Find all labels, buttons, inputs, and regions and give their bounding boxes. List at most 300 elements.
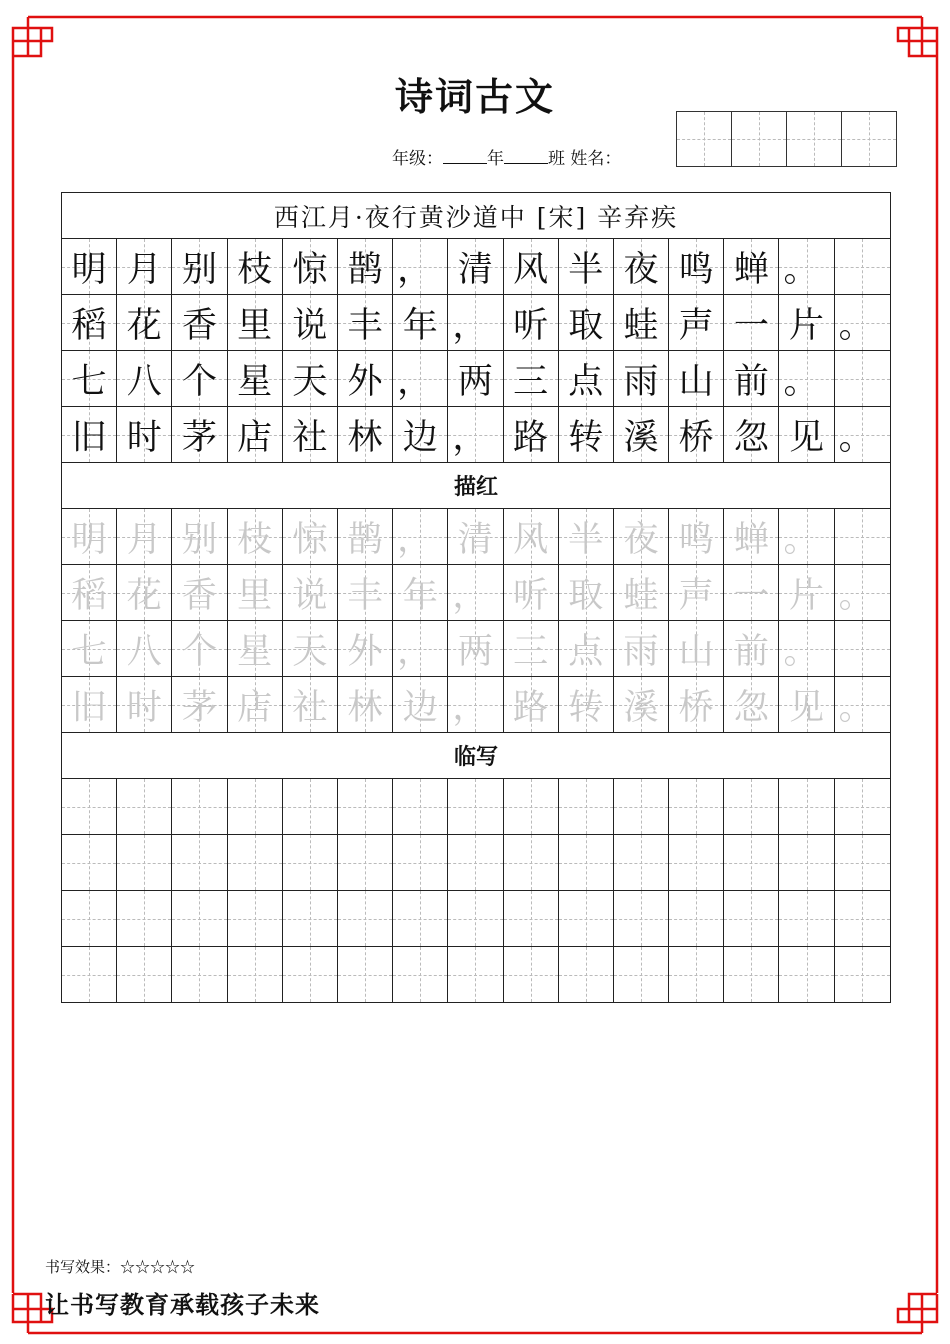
poem-cell [779, 295, 834, 350]
copy-cell[interactable] [283, 947, 338, 1002]
copy-cell[interactable] [614, 947, 669, 1002]
copy-cell[interactable] [779, 947, 834, 1002]
character: 时 [126, 687, 162, 728]
character: 枝 [237, 249, 273, 290]
copy-cell[interactable] [62, 835, 117, 890]
name-cell[interactable] [732, 112, 787, 166]
copy-cell[interactable] [338, 891, 393, 946]
trace-cell[interactable] [117, 509, 172, 564]
copy-cell[interactable] [228, 891, 283, 946]
character: 蝉 [733, 249, 769, 290]
trace-cell[interactable] [779, 565, 834, 620]
poem-cell [338, 407, 393, 462]
character: 丰 [347, 305, 383, 346]
poem-cell [393, 407, 448, 462]
trace-header: 描红 [62, 463, 890, 509]
poem-cell [504, 351, 559, 406]
poem-cell [283, 295, 338, 350]
character: 八 [126, 631, 162, 672]
character: 风 [513, 249, 549, 290]
character: 茅 [181, 417, 217, 458]
trace-cell[interactable] [614, 621, 669, 676]
character: 花 [126, 575, 162, 616]
trace-cell[interactable] [117, 565, 172, 620]
copy-cell[interactable] [835, 779, 890, 834]
trace-cell[interactable] [228, 509, 283, 564]
character: 蛙 [623, 575, 659, 616]
trace-cell[interactable] [724, 565, 779, 620]
copy-cell[interactable] [172, 891, 227, 946]
trace-cell[interactable] [228, 677, 283, 732]
copy-row [62, 891, 890, 947]
character: 天 [292, 631, 328, 672]
copy-cell[interactable] [835, 947, 890, 1002]
poem-cell [393, 295, 448, 350]
poem-cell [338, 239, 393, 294]
grade-blank[interactable] [443, 149, 487, 164]
copy-cell[interactable] [117, 947, 172, 1002]
trace-cell[interactable] [283, 621, 338, 676]
character: 。 [838, 688, 874, 728]
copy-cell[interactable] [835, 835, 890, 890]
trace-cell[interactable] [614, 565, 669, 620]
character: 店 [237, 417, 273, 458]
character: 清 [457, 249, 493, 290]
copy-cell[interactable] [62, 779, 117, 834]
trace-cell[interactable] [393, 565, 448, 620]
character: 忽 [733, 687, 769, 728]
character: 见 [789, 687, 825, 728]
name-cell[interactable] [677, 112, 732, 166]
copy-cell[interactable] [338, 947, 393, 1002]
trace-cell[interactable] [504, 565, 559, 620]
trace-cell[interactable] [835, 509, 890, 564]
character: 三 [513, 631, 549, 672]
character: 前 [733, 361, 769, 402]
trace-cell[interactable] [393, 509, 448, 564]
character: 鸣 [678, 519, 714, 560]
character: 蝉 [733, 519, 769, 560]
trace-cell[interactable] [559, 621, 614, 676]
trace-cell[interactable] [283, 509, 338, 564]
poem-cell [117, 295, 172, 350]
character: 林 [347, 417, 383, 458]
year-label: 年 [487, 149, 504, 169]
character: ， [452, 576, 488, 616]
trace-cell[interactable] [669, 565, 724, 620]
character: 半 [568, 249, 604, 290]
character: 雨 [623, 631, 659, 672]
trace-cell[interactable] [504, 677, 559, 732]
poem-cell [62, 239, 117, 294]
character: 取 [568, 575, 604, 616]
trace-cell[interactable] [724, 509, 779, 564]
trace-cell[interactable] [448, 509, 503, 564]
character: 听 [513, 575, 549, 616]
character: 。 [783, 520, 819, 560]
poem-row [62, 239, 890, 295]
character: 店 [237, 687, 273, 728]
poem-cell [669, 295, 724, 350]
copy-cell[interactable] [559, 835, 614, 890]
character: 香 [181, 575, 217, 616]
copy-cell[interactable] [62, 947, 117, 1002]
poem-cell [228, 351, 283, 406]
character: 丰 [347, 575, 383, 616]
poem-cell [448, 295, 503, 350]
poem-cell [283, 351, 338, 406]
character: ， [397, 520, 433, 560]
poem-row [62, 407, 890, 463]
trace-cell[interactable] [228, 621, 283, 676]
character: 里 [237, 305, 273, 346]
character: 惊 [292, 519, 328, 560]
poem-header: 西江月·夜行黄沙道中 [宋] 辛弃疾 [62, 193, 890, 239]
copy-cell[interactable] [504, 835, 559, 890]
copy-cell[interactable] [283, 891, 338, 946]
copy-cell[interactable] [724, 835, 779, 890]
copy-cell[interactable] [504, 947, 559, 1002]
copy-row [62, 835, 890, 891]
trace-cell[interactable] [779, 509, 834, 564]
poem-cell [669, 351, 724, 406]
character: 半 [568, 519, 604, 560]
copy-cell[interactable] [393, 891, 448, 946]
poem-cell [228, 407, 283, 462]
character: 明 [71, 249, 107, 290]
trace-cell[interactable] [559, 509, 614, 564]
trace-cell[interactable] [393, 677, 448, 732]
trace-cell[interactable] [669, 621, 724, 676]
character: 夜 [623, 519, 659, 560]
copy-row [62, 779, 890, 835]
character: 三 [513, 361, 549, 402]
copy-cell[interactable] [393, 779, 448, 834]
character: ， [397, 250, 433, 290]
poem-cell [614, 351, 669, 406]
copy-cell[interactable] [283, 779, 338, 834]
copy-cell[interactable] [779, 891, 834, 946]
poem-cell [448, 239, 503, 294]
trace-cell[interactable] [835, 677, 890, 732]
copy-cell[interactable] [338, 779, 393, 834]
character: 年 [402, 305, 438, 346]
trace-cell[interactable] [338, 509, 393, 564]
character: 山 [678, 361, 714, 402]
character: 片 [789, 305, 825, 346]
copy-cell[interactable] [669, 947, 724, 1002]
character: 听 [513, 305, 549, 346]
poem-cell [559, 407, 614, 462]
poem-cell [172, 239, 227, 294]
trace-cell[interactable] [62, 677, 117, 732]
copy-cell[interactable] [614, 779, 669, 834]
poem-cell [172, 295, 227, 350]
character: 。 [838, 306, 874, 346]
poem-cell [338, 351, 393, 406]
page-title: 诗词古文 [394, 74, 555, 119]
copy-header: 临写 [62, 733, 890, 779]
copy-cell[interactable] [117, 835, 172, 890]
copy-cell[interactable] [559, 891, 614, 946]
copy-cell[interactable] [448, 779, 503, 834]
name-cell[interactable] [842, 112, 896, 166]
name-box[interactable] [676, 111, 897, 167]
character: 桥 [678, 687, 714, 728]
trace-cell[interactable] [448, 677, 503, 732]
copy-cell[interactable] [228, 779, 283, 834]
character: 鹊 [347, 519, 383, 560]
character: 社 [292, 687, 328, 728]
copy-cell[interactable] [228, 947, 283, 1002]
poem-cell [393, 351, 448, 406]
character: 外 [347, 361, 383, 402]
poem-cell [172, 351, 227, 406]
character: 一 [733, 305, 769, 346]
trace-cell[interactable] [779, 621, 834, 676]
character: 旧 [71, 417, 107, 458]
character: 说 [292, 575, 328, 616]
copy-cell[interactable] [614, 835, 669, 890]
character: ， [452, 306, 488, 346]
trace-cell[interactable] [338, 621, 393, 676]
character: 两 [457, 631, 493, 672]
trace-cell[interactable] [724, 621, 779, 676]
character: 溪 [623, 417, 659, 458]
trace-cell[interactable] [62, 509, 117, 564]
character: 边 [402, 687, 438, 728]
poem-cell [504, 295, 559, 350]
character: 路 [513, 417, 549, 458]
poem-cell [283, 407, 338, 462]
character: 年 [402, 575, 438, 616]
character: 一 [733, 575, 769, 616]
poem-cell [724, 407, 779, 462]
trace-cell[interactable] [172, 565, 227, 620]
character: ， [452, 688, 488, 728]
poem-cell [117, 407, 172, 462]
copy-cell[interactable] [724, 947, 779, 1002]
poem-cell [559, 295, 614, 350]
character: 花 [126, 305, 162, 346]
copy-cell[interactable] [669, 835, 724, 890]
character: 林 [347, 687, 383, 728]
copy-cell[interactable] [448, 947, 503, 1002]
copy-cell[interactable] [614, 891, 669, 946]
copy-cell[interactable] [172, 835, 227, 890]
trace-cell[interactable] [117, 677, 172, 732]
trace-cell[interactable] [228, 565, 283, 620]
poem-row [62, 351, 890, 407]
character: 别 [181, 519, 217, 560]
character: 溪 [623, 687, 659, 728]
character: ， [397, 362, 433, 402]
trace-cell[interactable] [669, 509, 724, 564]
character: 天 [292, 361, 328, 402]
trace-cell[interactable] [559, 677, 614, 732]
copy-cell[interactable] [448, 891, 503, 946]
character: 见 [789, 417, 825, 458]
trace-cell[interactable] [172, 509, 227, 564]
poem-cell [724, 351, 779, 406]
trace-cell[interactable] [283, 565, 338, 620]
trace-cell[interactable] [62, 565, 117, 620]
poem-cell [117, 239, 172, 294]
poem-cell [338, 295, 393, 350]
character: 路 [513, 687, 549, 728]
trace-cell[interactable] [504, 509, 559, 564]
poem-cell [228, 239, 283, 294]
poem-cell [614, 239, 669, 294]
character: 星 [237, 631, 273, 672]
trace-cell[interactable] [504, 621, 559, 676]
copy-cell[interactable] [393, 947, 448, 1002]
poem-section [62, 239, 890, 463]
character: 社 [292, 417, 328, 458]
character: 夜 [623, 249, 659, 290]
trace-cell[interactable] [393, 621, 448, 676]
trace-cell[interactable] [669, 677, 724, 732]
copy-cell[interactable] [117, 779, 172, 834]
trace-cell[interactable] [338, 677, 393, 732]
trace-section [62, 509, 890, 733]
poem-cell [779, 407, 834, 462]
copy-cell[interactable] [172, 947, 227, 1002]
poem-cell [835, 351, 890, 406]
character: 个 [181, 631, 217, 672]
copy-cell[interactable] [669, 891, 724, 946]
trace-cell[interactable] [117, 621, 172, 676]
copy-cell[interactable] [228, 835, 283, 890]
copy-cell[interactable] [779, 835, 834, 890]
trace-cell[interactable] [614, 677, 669, 732]
copy-cell[interactable] [724, 891, 779, 946]
copy-cell[interactable] [835, 891, 890, 946]
character: 说 [292, 305, 328, 346]
character: 声 [678, 575, 714, 616]
character: 前 [733, 631, 769, 672]
poem-cell [62, 295, 117, 350]
trace-cell[interactable] [283, 677, 338, 732]
copy-cell[interactable] [504, 779, 559, 834]
poem-cell [669, 407, 724, 462]
character: 枝 [237, 519, 273, 560]
copy-cell[interactable] [504, 891, 559, 946]
character: 取 [568, 305, 604, 346]
practice-sheet [61, 192, 891, 1003]
character: 转 [568, 417, 604, 458]
trace-cell[interactable] [172, 621, 227, 676]
student-info [392, 144, 621, 169]
character: 稻 [71, 305, 107, 346]
poem-cell [62, 351, 117, 406]
character: 边 [402, 417, 438, 458]
copy-section [62, 779, 890, 1003]
trace-cell[interactable] [614, 509, 669, 564]
character: 。 [783, 250, 819, 290]
character: 转 [568, 687, 604, 728]
copy-cell[interactable] [559, 947, 614, 1002]
character: 外 [347, 631, 383, 672]
character: 雨 [623, 361, 659, 402]
character: 香 [181, 305, 217, 346]
character: 别 [181, 249, 217, 290]
copy-cell[interactable] [283, 835, 338, 890]
character: 个 [181, 361, 217, 402]
copy-cell[interactable] [779, 779, 834, 834]
trace-cell[interactable] [172, 677, 227, 732]
character: 两 [457, 361, 493, 402]
character: 。 [783, 632, 819, 672]
trace-cell[interactable] [338, 565, 393, 620]
writing-effect-rating: 书写效果：☆☆☆☆☆ [45, 1258, 196, 1276]
poem-cell [172, 407, 227, 462]
poem-cell [835, 239, 890, 294]
trace-cell[interactable] [62, 621, 117, 676]
character: 片 [789, 575, 825, 616]
trace-cell[interactable] [448, 621, 503, 676]
copy-cell[interactable] [172, 779, 227, 834]
poem-cell [669, 239, 724, 294]
trace-cell[interactable] [559, 565, 614, 620]
name-label: 姓名： [570, 149, 622, 169]
trace-cell[interactable] [724, 677, 779, 732]
character: 点 [568, 361, 604, 402]
copy-cell[interactable] [393, 835, 448, 890]
character: 桥 [678, 417, 714, 458]
character: 鹊 [347, 249, 383, 290]
poem-cell [779, 239, 834, 294]
copy-cell[interactable] [724, 779, 779, 834]
poem-cell [835, 407, 890, 462]
poem-cell [779, 351, 834, 406]
poem-cell [393, 239, 448, 294]
character: 惊 [292, 249, 328, 290]
copy-cell[interactable] [117, 891, 172, 946]
poem-cell [228, 295, 283, 350]
slogan: 让书写教育承载孩子未来 [45, 1290, 320, 1319]
copy-cell[interactable] [338, 835, 393, 890]
class-blank[interactable] [504, 149, 548, 164]
poem-cell [117, 351, 172, 406]
character: 清 [457, 519, 493, 560]
poem-row [62, 295, 890, 351]
trace-row [62, 677, 890, 733]
poem-cell [724, 239, 779, 294]
character: 风 [513, 519, 549, 560]
poem-cell [504, 407, 559, 462]
character: 鸣 [678, 249, 714, 290]
character: 八 [126, 361, 162, 402]
name-cell[interactable] [787, 112, 842, 166]
trace-cell[interactable] [448, 565, 503, 620]
copy-cell[interactable] [669, 779, 724, 834]
character: 。 [838, 576, 874, 616]
copy-cell[interactable] [559, 779, 614, 834]
character: 点 [568, 631, 604, 672]
poem-cell [614, 295, 669, 350]
trace-cell[interactable] [835, 565, 890, 620]
poem-cell [559, 351, 614, 406]
character: 稻 [71, 575, 107, 616]
trace-cell[interactable] [835, 621, 890, 676]
copy-cell[interactable] [448, 835, 503, 890]
copy-cell[interactable] [62, 891, 117, 946]
trace-cell[interactable] [779, 677, 834, 732]
poem-cell [283, 239, 338, 294]
poem-cell [614, 407, 669, 462]
character: 山 [678, 631, 714, 672]
